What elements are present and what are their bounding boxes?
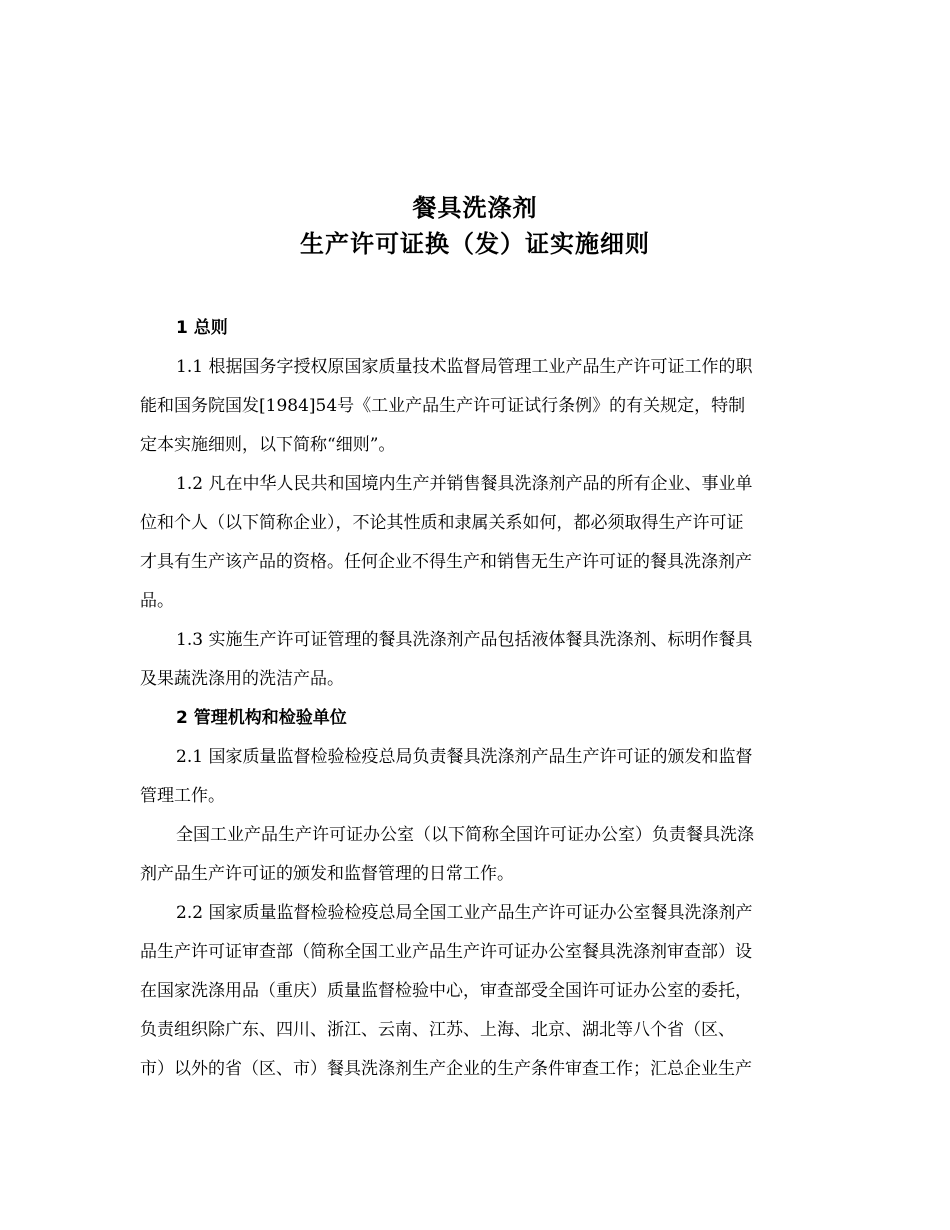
section-heading-1: 1 总则 [176, 318, 228, 338]
paragraph-2-2 [140, 894, 812, 1089]
text-line: 定本实施细则，以下简称“细则”。 [140, 435, 396, 455]
text-line: 及果蔬洗涤用的洗洁产品。 [140, 669, 344, 689]
paragraph-1-2 [140, 465, 812, 621]
paragraph-2-1 [140, 738, 812, 816]
text-line: 管理工作。 [140, 786, 225, 806]
text-line: 品。 [140, 591, 174, 611]
text-line: 剂产品生产许可证的颁发和监督管理的日常工作。 [140, 864, 514, 884]
title-line-2: 生产许可证换（发）证实施细则 [300, 230, 650, 258]
title-line-1: 餐具洗涤剂 [412, 194, 538, 222]
paragraph-2-1b [140, 816, 812, 894]
paragraph-1-1 [140, 348, 812, 465]
text-line: 在国家洗涤用品（重庆）质量监督检验中心，审查部受全国许可证办公室的委托， [140, 981, 752, 1001]
text-line: 负责组织除广东、四川、浙江、云南、江苏、上海、北京、湖北等八个省（区、 [140, 1020, 735, 1040]
text-line: 2.1 国家质量监督检验检疫总局负责餐具洗涤剂产品生产许可证的颁发和监督 [176, 747, 753, 767]
text-line: 全国工业产品生产许可证办公室（以下简称全国许可证办公室）负责餐具洗涤 [176, 825, 754, 845]
text-line: 位和个人（以下简称企业），不论其性质和隶属关系如何，都必须取得生产许可证 [140, 513, 744, 533]
text-line: 能和国务院国发[1984]54号《工业产品生产许可证试行条例》的有关规定，特制 [140, 396, 746, 416]
section-heading-2: 2 管理机构和检验单位 [176, 708, 347, 728]
text-line: 才具有生产该产品的资格。任何企业不得生产和销售无生产许可证的餐具洗涤剂产 [140, 552, 752, 572]
text-line: 1.3 实施生产许可证管理的餐具洗涤剂产品包括液体餐具洗涤剂、标明作餐具 [176, 630, 753, 650]
text-line: 1.1 根据国务字授权原国家质量技术监督局管理工业产品生产许可证工作的职 [176, 357, 753, 377]
text-line: 品生产许可证审查部（简称全国工业产品生产许可证办公室餐具洗涤剂审查部）设 [140, 942, 752, 962]
document-body [140, 309, 812, 1089]
text-line: 1.2 凡在中华人民共和国境内生产并销售餐具洗涤剂产品的所有企业、事业单 [176, 474, 753, 494]
text-line: 2.2 国家质量监督检验检疫总局全国工业产品生产许可证办公室餐具洗涤剂产 [176, 903, 753, 923]
text-line: 市）以外的省（区、市）餐具洗涤剂生产企业的生产条件审查工作；汇总企业生产 [140, 1059, 752, 1079]
document-title [0, 190, 950, 262]
paragraph-1-3 [140, 621, 812, 699]
